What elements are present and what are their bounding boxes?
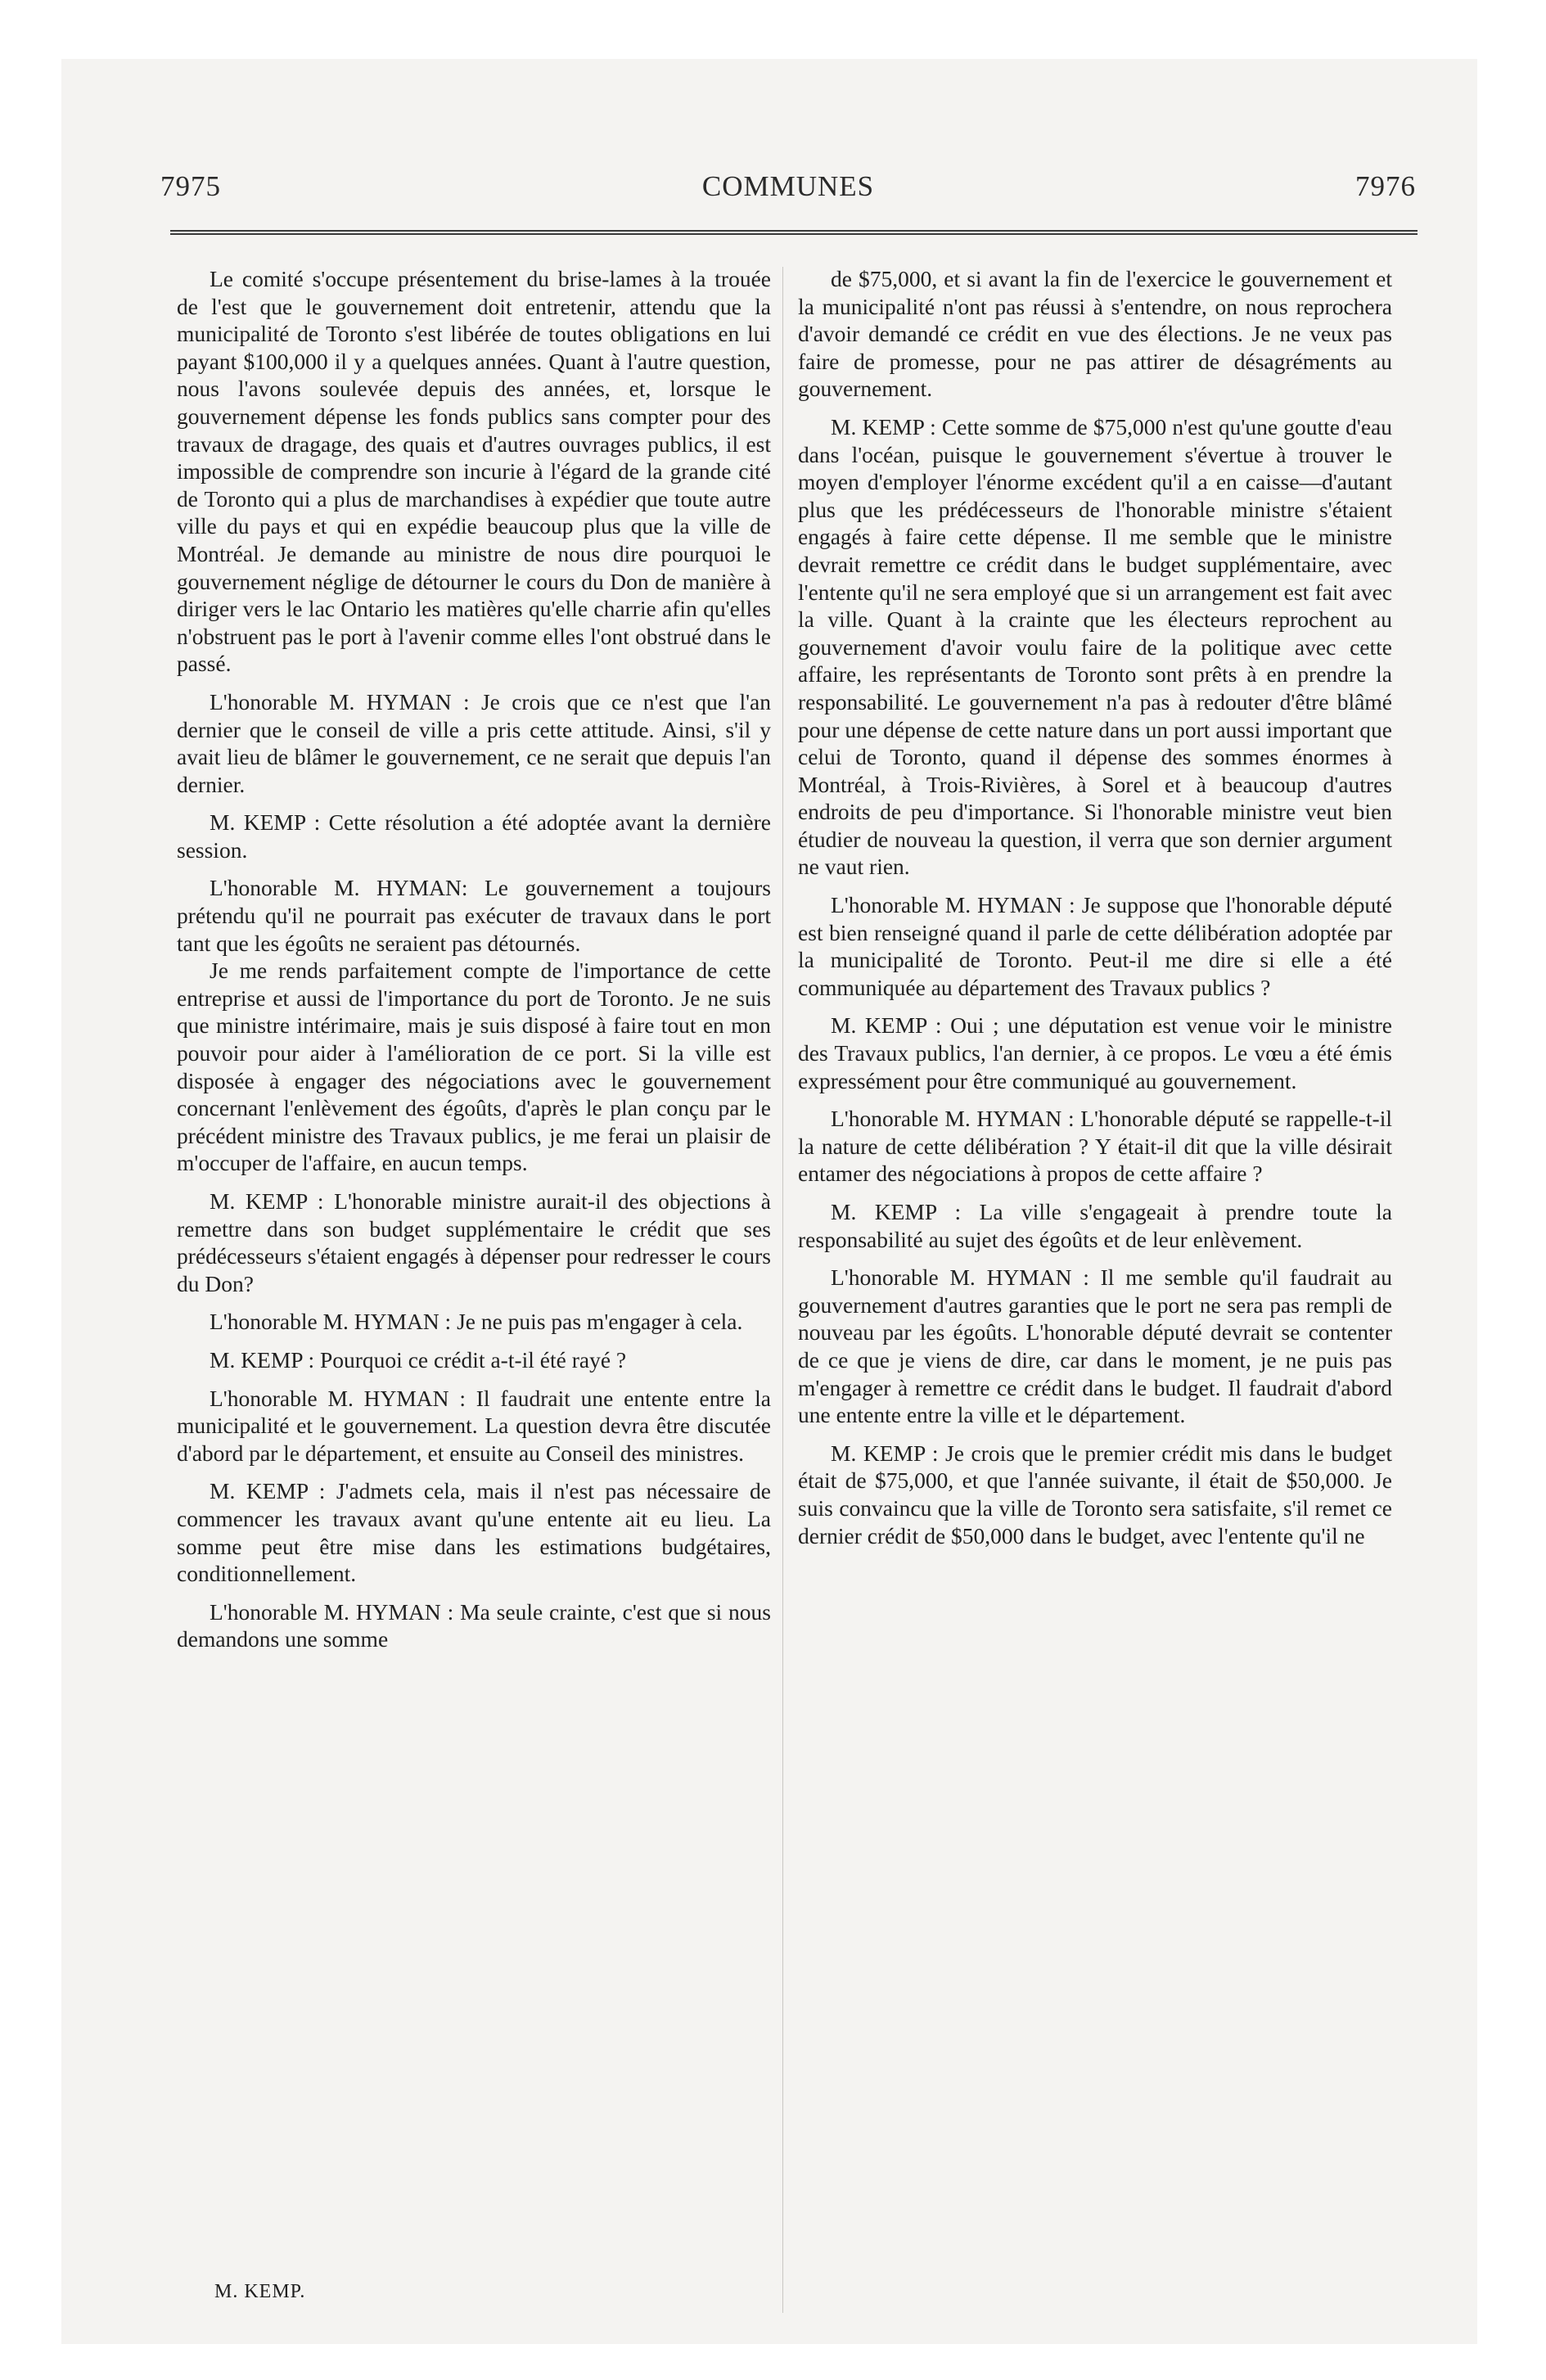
left-column: [177, 265, 771, 1664]
paragraph: M. KEMP : Cette résolution a été adoptée avant la dernière session.: [177, 809, 771, 863]
paragraph: M. KEMP : La ville s'engageait à prendre toute la responsabilité au sujet des égoûts et de leur enlèvement.: [798, 1199, 1392, 1252]
paragraph: L'honorable M. HYMAN : Je suppose que l'honorable député est bien renseigné quand il parle de cette délibération adoptée par la municipalité de Toronto. Peut-il me dire si elle a été communiquée au département des Travaux publics ?: [798, 892, 1392, 1000]
paragraph: M. KEMP : Cette somme de $75,000 n'est qu'une goutte d'eau dans l'océan, puisque le gouvernement s'évertue à trouver le moyen d'employer l'énorme excédent qu'il a en caisse—d'autant plus que les prédécesseurs de l'honorable ministre s'étaient engagés à faire cette dépense. Il me semble que le ministre devrait remettre ce crédit dans le budget supplémentaire, avec l'entente qu'il ne sera employé que si un arrangement est fait avec la ville. Quant à la crainte que les électeurs reprochent au gouvernement d'avoir voulu faire de la politique avec cette affaire, les représentants de Toronto sont prêts à en prendre la responsabilité. Le gouvernement n'a pas à redouter d'être blâmé pour une dépense de cette nature dans un port aussi important que celui de Toronto, quand il dépense des sommes énormes à Montréal, à Trois-Rivières, à Sorel et à beaucoup d'autres endroits de peu d'importance. Si l'honorable ministre veut bien étudier de nouveau la question, il verra que son dernier argument ne vaut rien.: [798, 413, 1392, 880]
paragraph: L'honorable M. HYMAN : Je ne puis pas m'engager à cela.: [210, 1309, 743, 1335]
paragraph: Le comité s'occupe présentement du brise-lames à la trouée de l'est que le gouvernement doit entretenir, attendu que la municipalité de Toronto s'est libérée de toutes obligations en lui payant $100,000 il y a quelques années. Quant à l'autre question, nous l'avons soulevée depuis des années, et, lorsque le gouvernement dépense les fonds publics sans compter pour des travaux de dragage, des quais et d'autres ouvrages publics, il est impossible de comprendre son incurie à l'égard de la grande cité de Toronto qui a plus de marchandises à expédier que toute autre ville du pays et qui en expédie beaucoup plus que la ville de Montréal. Je demande au ministre de nous dire pourquoi le gouvernement néglige de détourner le cours du Don de manière à diriger vers le lac Ontario les matières qu'elle charrie afin qu'elles n'obstruent pas le port à l'avenir comme elles l'ont obstrué dans le passé.: [177, 266, 771, 677]
page-header: [160, 170, 1416, 211]
page-number-left: 7975: [160, 170, 221, 202]
paragraph: de $75,000, et si avant la fin de l'exercice le gouvernement et la municipalité n'ont pas réussi à s'entendre, on nous reprochera d'avoir demandé ce crédit en vue des élections. Je ne veux pas faire de promesse, pour ne pas attirer de désagréments au gouvernement.: [798, 266, 1392, 402]
right-column: [798, 265, 1392, 1560]
footer-signature: M. KEMP.: [214, 2281, 306, 2302]
paragraph: L'honorable M. HYMAN : Il me semble qu'il faudrait au gouvernement d'autres garanties que le port ne sera pas rempli de nouveau par les égoûts. L'honorable député devrait se contenter de ce que je viens de dire, car dans le moment, je ne puis pas m'engager à remettre ce crédit dans le budget. Il faudrait d'abord une entente entre la ville et le département.: [798, 1264, 1392, 1428]
paragraph: Je me rends parfaitement compte de l'importance de cette entreprise et aussi de l'importance du port de Toronto. Je ne suis que ministre intérimaire, mais je suis disposé à faire tout en mon pouvoir pour aider à l'amélioration de ce port. Si la ville est disposée à engager des négociations avec le gouvernement concernant l'enlèvement des égoûts, d'après le plan conçu par le précédent ministre des Travaux publics, je me ferai un plaisir de m'occuper de l'affaire, en aucun temps.: [177, 958, 771, 1176]
paragraph: L'honorable M. HYMAN : L'honorable député se rappelle-t-il la nature de cette délibération ? Y était-il dit que la ville désirait entamer des négociations à propos de cette affaire ?: [798, 1106, 1392, 1187]
page-title: COMMUNES: [701, 170, 875, 202]
paragraph: L'honorable M. HYMAN: Le gouvernement a toujours prétendu qu'il ne pourrait pas exécuter de travaux dans le port tant que les égoûts ne seraient pas détournés.: [177, 875, 771, 956]
column-divider: [782, 267, 783, 2313]
paragraph: M. KEMP : J'admets cela, mais il n'est pas nécessaire de commencer les travaux avant qu'une entente ait eu lieu. La somme peut être mise dans les estimations budgétaires, conditionnellement.: [177, 1478, 771, 1587]
paragraph: M. KEMP : Pourquoi ce crédit a-t-il été rayé ?: [210, 1346, 627, 1373]
paragraph: M. KEMP : Oui ; une députation est venue voir le ministre des Travaux publics, l'an dernier, à ce propos. Le vœu a été émis expressément pour être communiqué au gouvernement.: [798, 1012, 1392, 1093]
page-number-right: 7976: [1355, 170, 1416, 202]
paragraph: M. KEMP : Je crois que le premier crédit mis dans le budget était de $75,000, et que l'année suivante, il était de $50,000. Je suis convaincu que la ville de Toronto sera satisfaite, s'il remet ce dernier crédit de $50,000 dans le budget, avec l'entente qu'il ne: [798, 1440, 1392, 1548]
paragraph: M. KEMP : L'honorable ministre aurait-il des objections à remettre dans son budget supplémentaire le crédit que ses prédécesseurs s'étaient engagés à dépenser pour redresser le cours du Don?: [177, 1188, 771, 1296]
paragraph: L'honorable M. HYMAN : Il faudrait une entente entre la municipalité et le gouvernement. La question devra être discutée d'abord par le département, et ensuite au Conseil des ministres.: [177, 1385, 771, 1466]
paragraph: L'honorable M. HYMAN : Ma seule crainte, c'est que si nous demandons une somme: [177, 1598, 771, 1652]
header-rule: [170, 230, 1418, 235]
paragraph: L'honorable M. HYMAN : Je crois que ce n'est que l'an dernier que le conseil de ville a pris cette attitude. Ainsi, s'il y avait lieu de blâmer le gouvernement, ce ne serait que depuis l'an dernier.: [177, 688, 771, 797]
